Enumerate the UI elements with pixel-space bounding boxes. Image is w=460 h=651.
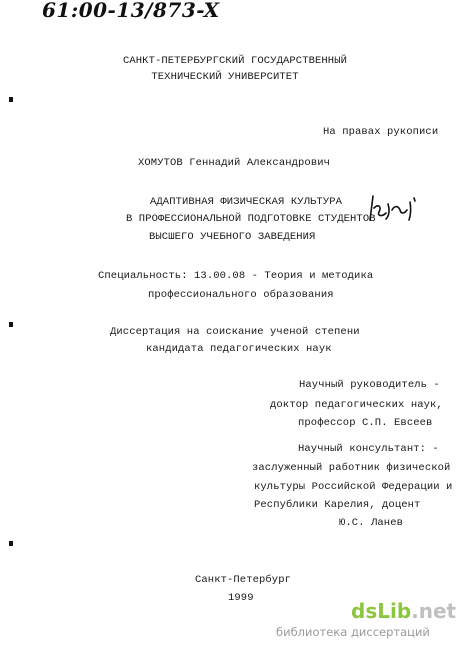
- consultant-line-4: Республики Карелия, доцент: [254, 499, 421, 511]
- title-line-2: В ПРОФЕССИОНАЛЬНОЙ ПОДГОТОВКЕ СТУДЕНТОВ: [126, 213, 376, 225]
- watermark-subtitle: библиотека диссертаций: [276, 625, 430, 639]
- specialty-line-1: Специальность: 13.00.08 - Теория и методика: [98, 270, 374, 282]
- margin-mark: [9, 541, 13, 546]
- supervisor-line-1: Научный руководитель -: [299, 379, 440, 391]
- city: Санкт-Петербург: [195, 574, 292, 586]
- consultant-line-1: Научный консультант: -: [298, 443, 439, 455]
- author-name: ХОМУТОВ Геннадий Александрович: [138, 157, 331, 169]
- handwritten-signature: [364, 192, 428, 224]
- supervisor-line-3: профессор С.П. Евсеев: [298, 417, 433, 429]
- dissertation-line-1: Диссертация на соискание ученой степени: [110, 326, 360, 338]
- title-line-1: АДАПТИВНАЯ ФИЗИЧЕСКАЯ КУЛЬТУРА: [150, 196, 343, 208]
- university-line-1: САНКТ-ПЕТЕРБУРГСКИЙ ГОСУДАРСТВЕННЫЙ: [122, 55, 348, 67]
- margin-mark: [9, 322, 13, 327]
- manuscript-rights: На правах рукописи: [323, 126, 439, 138]
- margin-mark: [9, 97, 13, 102]
- watermark-logo: [351, 599, 456, 623]
- consultant-line-3: культуры Российской Федерации и: [254, 481, 453, 493]
- archive-code: 61:00-13/873-X: [42, 0, 220, 22]
- supervisor-line-2: доктор педагогических наук,: [270, 399, 443, 411]
- year: 1999: [228, 592, 254, 604]
- title-line-3: ВЫСШЕГО УЧЕБНОГО ЗАВЕДЕНИЯ: [149, 231, 316, 243]
- watermark-logo-main: dsLib: [351, 599, 412, 623]
- consultant-line-5: Ю.С. Ланев: [339, 517, 404, 529]
- watermark-logo-tld: .net: [411, 599, 457, 623]
- specialty-line-2: профессионального образования: [148, 289, 334, 301]
- university-line-2: ТЕХНИЧЕСКИЙ УНИВЕРСИТЕТ: [151, 71, 299, 83]
- consultant-line-2: заслуженный работник физической: [252, 462, 451, 474]
- dissertation-line-2: кандидата педагогических наук: [146, 343, 332, 355]
